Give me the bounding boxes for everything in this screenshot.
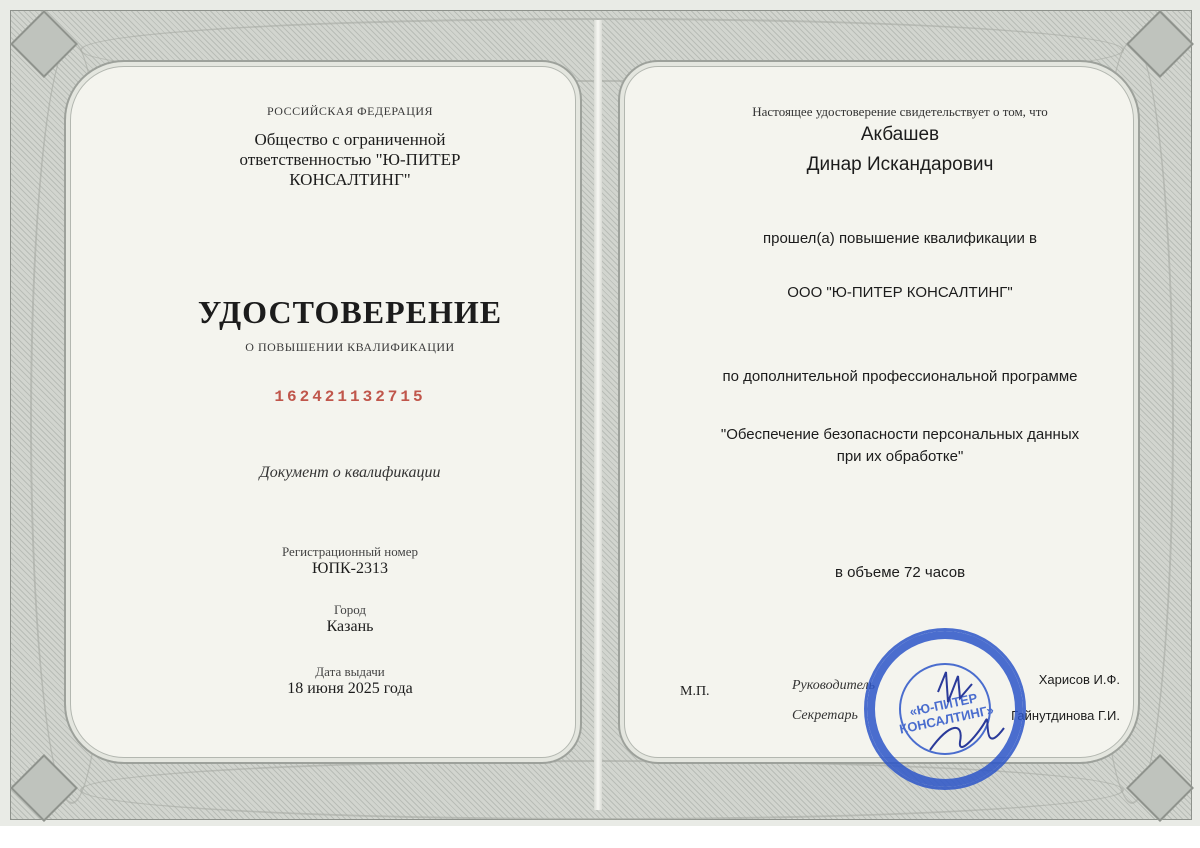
document-subtitle: О ПОВЫШЕНИИ КВАЛИФИКАЦИИ [245, 340, 455, 354]
passed-training-text: прошел(а) повышение квалификации в [763, 230, 1037, 247]
head-signature-scribble [938, 672, 972, 702]
program-title-line-2: при их обработке" [836, 448, 964, 465]
seal-placeholder-label: М.П. [680, 684, 710, 699]
issue-date-label: Дата выдачи [315, 664, 385, 679]
org-name-line-3: КОНСАЛТИНГ" [289, 170, 411, 189]
registration-label: Регистрационный номер [282, 544, 418, 559]
center-fold [594, 20, 602, 810]
holder-name: Динар Искандарович [806, 154, 994, 175]
secretary-name: Гайнутдинова Г.И. [1011, 708, 1120, 723]
head-signature-label: Руководитель [792, 678, 876, 693]
program-title-line-1: "Обеспечение безопасности персональных данных [720, 426, 1080, 443]
secretary-signature-label: Секретарь [792, 708, 858, 723]
org-name-line-2: ответственностью "Ю-ПИТЕР [239, 150, 461, 169]
org-name-line-1: Общество с ограниченной [254, 130, 446, 149]
seal-company-name: «Ю-ПИТЕР КОНСАЛТИНГ» [898, 690, 996, 737]
training-hours: в объеме 72 часов [834, 564, 966, 581]
city-label: Город [333, 602, 367, 617]
program-label: по дополнительной профессиональной программе [722, 368, 1078, 385]
signatures [920, 662, 1030, 772]
document-title: УДОСТОВЕРЕНИЕ [197, 294, 503, 330]
certificate-intro: Настоящее удостоверение свидетельствует о том, что [752, 104, 1048, 119]
training-organization: ООО "Ю-ПИТЕР КОНСАЛТИНГ" [787, 284, 1013, 301]
country-name: РОССИЙСКАЯ ФЕДЕРАЦИЯ [266, 104, 434, 118]
registration-number: ЮПК-2313 [312, 560, 388, 577]
document-type: Документ о квалификации [259, 464, 441, 481]
serial-number: 162421132715 [274, 388, 426, 406]
holder-surname: Акбашев [860, 124, 940, 145]
head-name: Харисов И.Ф. [1038, 672, 1120, 687]
city-value: Казань [326, 618, 374, 635]
issue-date-value: 18 июня 2025 года [287, 680, 413, 697]
secretary-signature-scribble [930, 719, 1004, 750]
